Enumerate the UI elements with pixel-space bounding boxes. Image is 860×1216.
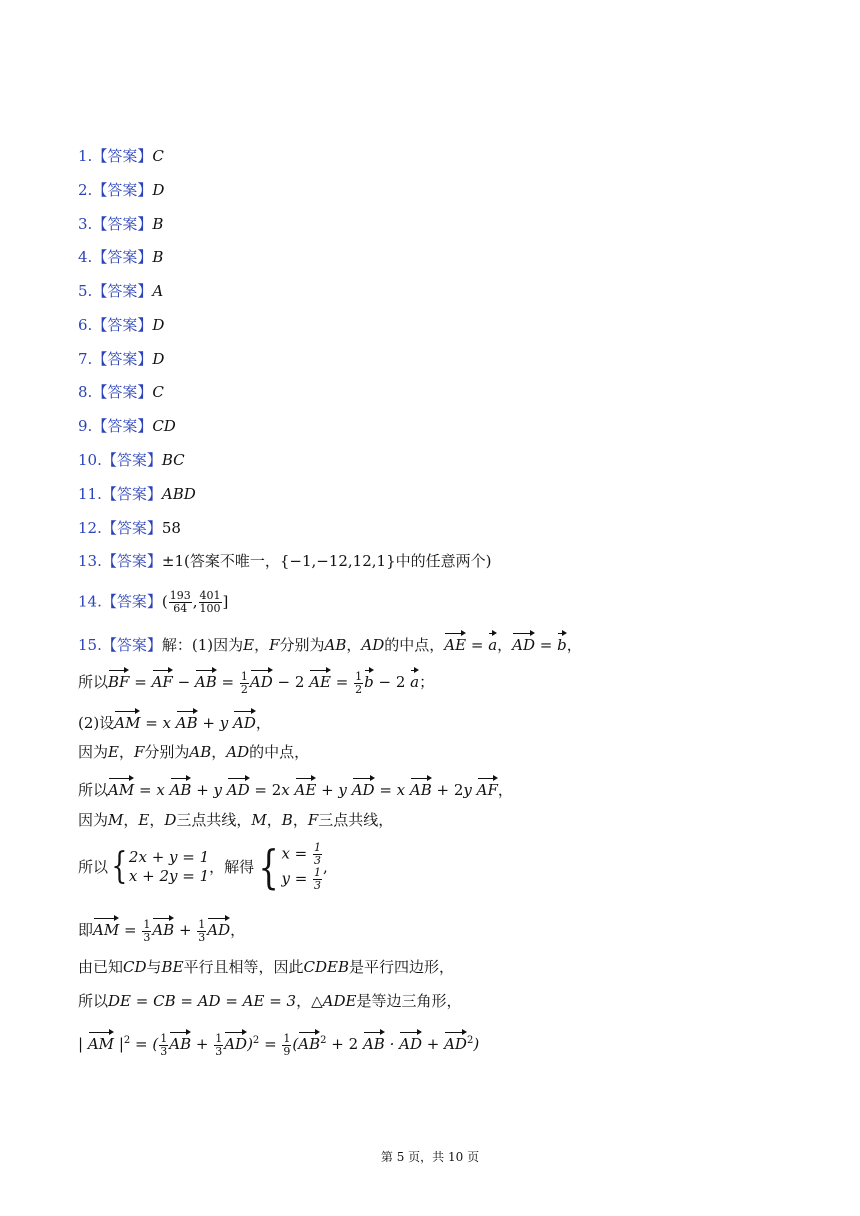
math: AD (361, 636, 385, 654)
answer-5 (78, 281, 163, 301)
math-expr: | AM $|^2$ = ( $\frac{1}{3}$ AB + $\frac{1}{3}$ AD)$^2$ = $\frac{1}{9}$ ($AB^2 + 2$ AB · AD + $AD^2$) (78, 1031, 480, 1058)
q15-line-10 (78, 991, 461, 1011)
answer-14 (78, 590, 228, 615)
text: ， (266, 811, 282, 829)
math: x = (281, 844, 308, 863)
math: D (164, 811, 177, 829)
text: ， (254, 636, 270, 654)
text: ， (211, 743, 227, 761)
answer-value: D (152, 350, 165, 368)
q-number: 9. (78, 417, 93, 435)
fraction (169, 590, 192, 615)
answer-tag: 【答案】 (92, 282, 153, 300)
q-number: 1. (78, 147, 93, 165)
q-number: 13. (78, 552, 102, 570)
answer-value: D (152, 181, 165, 199)
math: M (108, 811, 124, 829)
denominator: 100 (199, 602, 221, 615)
math-expr: AM = x AB + y AD = 2x AE + y AD = x AB + 2y AF (108, 781, 498, 799)
text: (2)设 (78, 714, 115, 732)
math: AB (324, 636, 347, 654)
answer-tag: 【答案】 (92, 316, 153, 334)
answer-tag: 【答案】 (101, 552, 162, 570)
math-expr: AD = b (512, 636, 567, 654)
q-number: 14. (78, 592, 102, 611)
answer-3 (78, 214, 163, 234)
math: CD (123, 958, 147, 976)
q15-line-3: (2)设AM = x AB + y AD， (78, 709, 271, 733)
math: B (281, 811, 293, 829)
text: ，△ (296, 992, 323, 1010)
q15-line-8: 即AM = $\frac{1}{3}$ AB + $\frac{1}{3}$ AD， (78, 917, 246, 944)
interval-open: ( (161, 592, 168, 611)
numerator: 401 (199, 589, 221, 602)
answer-value: D (152, 316, 165, 334)
q-number: 7. (78, 350, 93, 368)
answer-tag: 【答案】 (101, 519, 162, 537)
answer-1 (78, 146, 164, 166)
left-brace: { (111, 846, 128, 887)
solution-system: x = $\frac{1}{3}$ y = $\frac{1}{3}$ (281, 841, 322, 892)
text: 三点共线， (176, 811, 252, 829)
math: CDEB (303, 958, 350, 976)
answer-10 (78, 450, 185, 470)
answer-tag: 【答案】 (92, 350, 153, 368)
text: 所以 (78, 858, 109, 876)
math-expr: AM = x AB + y AD (114, 714, 256, 732)
text: 的中点， (384, 636, 445, 654)
text: 平行且相等，因此 (183, 958, 304, 976)
q15-line-7 (78, 842, 328, 892)
math: BE (161, 958, 184, 976)
q-number: 8. (78, 383, 93, 401)
text: ， (346, 636, 362, 654)
q-number: 3. (78, 215, 93, 233)
answer-7 (78, 349, 164, 369)
answer-value: BC (161, 451, 185, 469)
answer-tag: 【答案】 (92, 417, 153, 435)
answer-6 (78, 315, 164, 335)
text: ， (292, 811, 308, 829)
math: DE = CB = AD = AE = 3 (108, 992, 297, 1010)
q-number: 10. (78, 451, 102, 469)
q15-line-6 (78, 810, 393, 830)
text: ， (149, 811, 165, 829)
text: 与 (146, 958, 162, 976)
answer-4 (78, 247, 163, 267)
math: E (138, 811, 150, 829)
answer-value: B (152, 215, 164, 233)
answer-value: B (152, 248, 164, 266)
answer-value: C (152, 147, 164, 165)
answer-2 (78, 180, 164, 200)
math: F (133, 743, 145, 761)
q-number: 15. (78, 636, 102, 654)
text: 即 (78, 921, 94, 939)
answer-tag: 【答案】 (92, 215, 153, 233)
text: 是平行四边形， (349, 958, 455, 976)
q-number: 4. (78, 248, 93, 266)
text: 是等边三角形， (356, 992, 462, 1010)
answer-tag: 【答案】 (92, 181, 153, 199)
q15-line-11 (78, 1030, 479, 1058)
fraction (199, 590, 222, 615)
answer-value: ABD (161, 485, 196, 503)
equation-system (129, 848, 209, 886)
q-number: 2. (78, 181, 93, 199)
answer-tag: 【答案】 (92, 248, 153, 266)
text: 因为 (78, 811, 109, 829)
text: 所以 (78, 781, 109, 799)
answer-9 (78, 416, 176, 436)
text: 分别为 (144, 743, 190, 761)
text: 分别为 (279, 636, 325, 654)
answer-8 (78, 382, 164, 402)
equation: 2x + y = 1 (128, 848, 210, 866)
math-expr: BF = AF − AB = $\frac{1}{2}$ AD − 2 AE = $\frac{1}{2}$ b − 2 a (108, 669, 420, 696)
answer-12 (78, 518, 181, 538)
text: 的中点， (249, 743, 310, 761)
text: ，解得 (209, 858, 255, 876)
answer-value: 58 (161, 519, 181, 537)
q15-line-2: 所以BF = AF − AB = $\frac{1}{2}$ AD − 2 AE = $\frac{1}{2}$ b − 2 a； (78, 669, 435, 696)
answer-tag: 【答案】 (101, 592, 162, 611)
answer-value: C (152, 383, 164, 401)
math: E (243, 636, 255, 654)
answer-tag: 【答案】 (101, 485, 162, 503)
math: AB (189, 743, 212, 761)
text: ， (123, 811, 139, 829)
math: ADE (322, 992, 357, 1010)
denominator: 64 (173, 602, 188, 615)
answer-value: A (152, 282, 164, 300)
interval-close: ] (222, 592, 229, 611)
comma: , (192, 592, 198, 611)
q-number: 12. (78, 519, 102, 537)
text: 由已知 (78, 958, 124, 976)
numerator: 193 (169, 589, 191, 602)
q15-line-4 (78, 742, 309, 762)
q15-line-1: 15.【答案】解：(1)因为E，F分别为AB，AD的中点，AE = a，AD = b， (78, 631, 582, 655)
math: F (307, 811, 319, 829)
q-number: 6. (78, 316, 93, 334)
q-number: 5. (78, 282, 93, 300)
math-expr: AM = $\frac{1}{3}$ AB + $\frac{1}{3}$ AD (93, 917, 231, 944)
text: 解：(1)因为 (161, 636, 244, 654)
text: ， (118, 743, 134, 761)
left-brace: { (258, 840, 280, 894)
math: M (251, 811, 267, 829)
text: , (323, 858, 328, 876)
q15-line-5: 所以AM = x AB + y AD = 2x AE + y AD = x AB + 2y AF， (78, 776, 513, 800)
answer-tag: 【答案】 (101, 636, 162, 654)
answer-tag: 【答案】 (92, 147, 153, 165)
equation: x + 2y = 1 (128, 867, 210, 885)
page-footer: 第 5 页，共 10 页 (380, 1150, 480, 1164)
answer-value: ±1(答案不唯一，{−1,−12,12,1}中的任意两个) (161, 552, 492, 570)
math: E (108, 743, 119, 761)
text: 因为 (78, 743, 109, 761)
q-number: 11. (78, 485, 102, 503)
text: 所以 (78, 992, 109, 1010)
answer-13 (78, 551, 491, 571)
math: F (269, 636, 280, 654)
math-expr: AE = a (444, 636, 497, 654)
answer-value: CD (152, 417, 176, 435)
q15-line-9 (78, 957, 454, 977)
text: 三点共线， (318, 811, 394, 829)
math: y = (281, 869, 308, 888)
math: AD (226, 743, 250, 761)
answer-tag: 【答案】 (92, 383, 153, 401)
answer-11 (78, 484, 196, 504)
answer-tag: 【答案】 (101, 451, 162, 469)
text: 所以 (78, 673, 109, 691)
